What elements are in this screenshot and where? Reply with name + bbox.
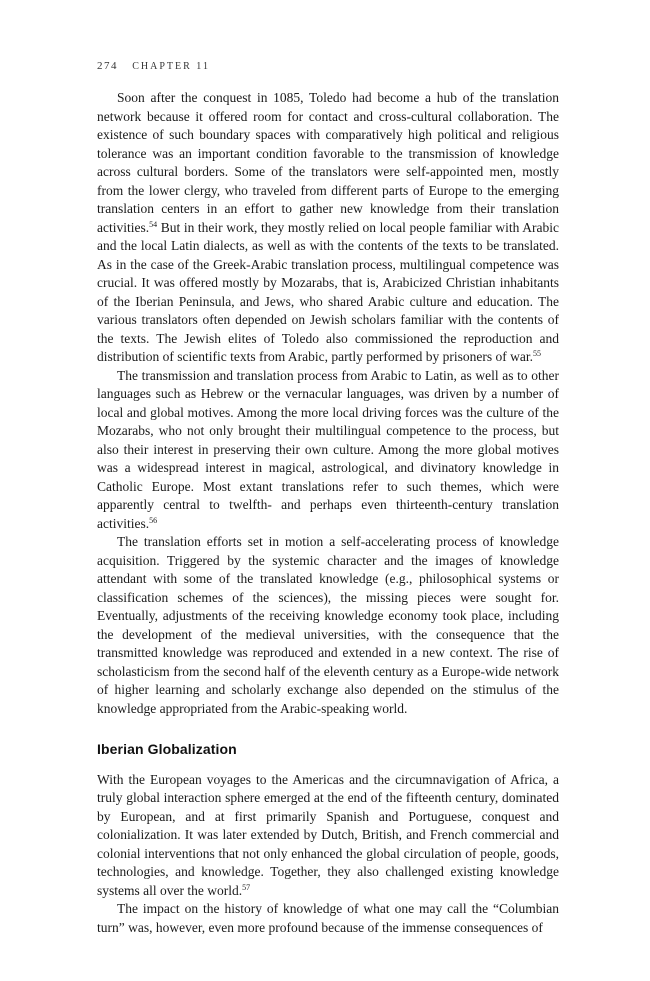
paragraph: Soon after the conquest in 1085, Toledo had become a hub of the translation network because it offered room for contact and cross-cultural collaboration. The existence of such boundary spaces with comparatively high political and religious tolerance was an important condition favorable to the transmission of knowledge across cultural borders. Some of the translators were self-appointed men, mostly from the lower clergy, who traveled from different parts of Europe to the emerging translation centers in an effort to gather new knowledge from their translation activities.$^{54}$ But in their work, they mostly relied on local people familiar with Arabic and the local Latin dialects, as well as with the contents of the texts to be translated. As in the case of the Greek-Arabic translation process, multilingual competence was crucial. It was offered mostly by Mozarabs, that is, Arabicized Christian inhabitants of the Iberian Peninsula, and Jews, who shared Arabic culture and education. The various translators often depended on Jewish scholars familiar with the contents of the texts. The Jewish elites of Toledo also commissioned the reproduction and distribution of scientific texts from Arabic, partly performed by prisoners of war.$^{55}$ <box>97 90 560 364</box>
page-number: 274 <box>97 60 118 72</box>
running-head <box>97 60 210 72</box>
footnote-ref[interactable]: 55 <box>533 349 542 358</box>
body-text <box>97 89 559 937</box>
chapter-label: CHAPTER 11 <box>132 61 210 72</box>
section-heading: Iberian Globalization <box>97 741 237 757</box>
footnote-ref[interactable]: 54 <box>149 219 158 229</box>
paragraph: The transmission and translation process from Arabic to Latin, as well as to other languages such as Hebrew or the vernacular languages, was driven by a number of local and global motives. Among the more local driving forces was the culture of the Mozarabs, who not only brought their multilingual competence to the process, but also their interest in preserving their own culture. Among the more global motives was a widespread interest in magical, astrological, and divinatory knowledge in Catholic Europe. Most extant translations refer to such themes, which were apparently central to twelfth- and perhaps even thirteenth-century translation activities.$^{56}$ <box>97 367 559 531</box>
paragraph: The translation efforts set in motion a self-accelerating process of knowledge acquisition. Triggered by the systemic character and the images of knowledge attendant with some of the translated knowledge (e.g., philosophical systems or classification schemes of the sciences), the missing pieces were sought for. Eventually, adjustments of the receiving knowledge economy took place, including the development of the medieval universities, with the consequence that the transmitted knowledge was reproduced and extended in a new context. The rise of scholasticism from the second half of the eleventh century as a Europe-wide network of higher learning and scholarly exchange also depended on the stimulus of the knowledge appropriated from the Arabic-speaking world. <box>97 534 559 716</box>
paragraph: With the European voyages to the Americas and the circumnavigation of Africa, a truly global interaction sphere emerged at the end of the fifteenth century, dominated by European, and at first primarily Spanish and Portuguese, conquest and colonialization. It was later extended by Dutch, British, and French commercial and colonial interventions that not only enhanced the global circulation of people, goods, technologies, and knowledge. Together, they also challenged existing knowledge systems all over the world.$^{57}$ <box>97 771 559 898</box>
footnote-ref[interactable]: 57 <box>242 882 251 892</box>
paragraph: The impact on the history of knowledge of what one may call the “Columbian turn” was, however, even more profound because of the immense consequences of <box>97 901 559 935</box>
footnote-ref[interactable]: 56 <box>149 515 158 525</box>
